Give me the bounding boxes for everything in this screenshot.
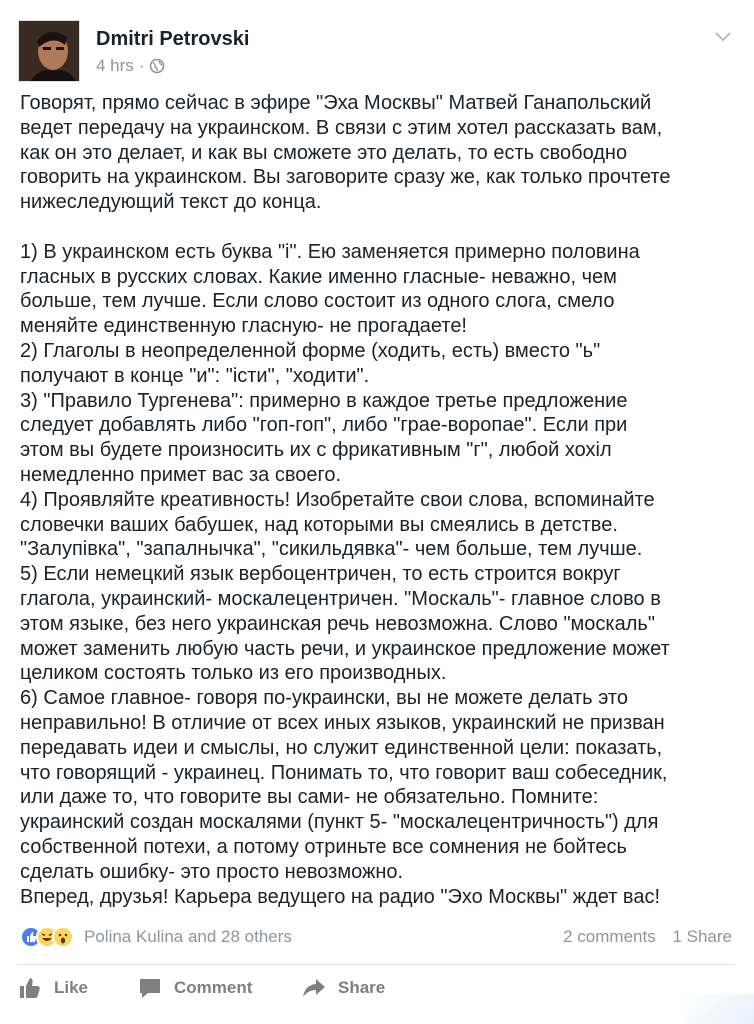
text-line: 6) Самое главное- говоря по-украински, вы не можете делать это: [20, 687, 628, 710]
text-line: ведет передачу на украинском. В связи с этим хотел рассказать вам,: [20, 116, 663, 139]
share-arrow-icon: [302, 976, 326, 1000]
text-line: сделать ошибку- это просто невозможно.: [20, 860, 404, 883]
text-line: меняйте единственную гласную- не прогадаете!: [20, 315, 467, 338]
post-stats: [20, 925, 732, 949]
text-line: Говорят, прямо сейчас в эфире "Эха Москвы" Матвей Ганапольский: [20, 92, 652, 114]
text-line: неправильно! В отличие от всех иных языков, украинский не призван: [20, 711, 665, 734]
divider: [18, 964, 734, 965]
text-line: глагола, украинский- москалецентричен. "Москаль"- главное слово в: [20, 587, 661, 610]
text-line: гласных в русских словах. Какие именно гласные- неважно, чем: [20, 265, 617, 288]
text-line: получают в конце "и": "істи", "ходити".: [20, 364, 370, 387]
text-line: этом вы будете произносить их с фрикативным "г", любой хохіл: [20, 439, 612, 462]
text-line: немедленно примет вас за своего.: [20, 463, 341, 486]
post-text: [20, 91, 736, 909]
text-line: больше, тем лучше. Если слово состоит из одного слога, смело: [20, 290, 615, 313]
post-meta: [96, 56, 165, 76]
meta-separator: ·: [138, 56, 145, 75]
corner-decoration: [684, 994, 754, 1024]
author-name[interactable]: Dmitri Petrovski: [96, 28, 250, 50]
text-line: 2) Глаголы в неопределенной форме (ходить, есть) вместо "ь": [20, 339, 601, 362]
like-button[interactable]: [18, 976, 88, 1000]
text-line: передавать идеи и смыслы, но служит единственной цели: показать,: [20, 736, 663, 759]
text-line: может заменить любую часть речи, и украинское предложение может: [20, 637, 670, 660]
avatar[interactable]: [18, 20, 80, 82]
comments-count-link[interactable]: 2 comments: [563, 927, 656, 946]
text-line: целиком состоять только из его производных.: [20, 662, 447, 685]
thumbs-up-icon: [18, 976, 42, 1000]
text-line: следует добавлять либо "гоп-гоп", либо "грае-воропае". Если при: [20, 414, 628, 437]
share-label: Share: [338, 978, 386, 997]
paragraph-gap: [20, 215, 736, 240]
post-actions: [18, 976, 734, 1006]
avatar-image: [19, 21, 80, 82]
reaction-icons[interactable]: [20, 926, 68, 948]
wow-reaction-icon: [52, 926, 74, 948]
text-line: или даже то, что говорите вы сами- не обязательно. Помните:: [20, 786, 599, 809]
text-line: этом языке, без него украинская речь невозможна. Слово "москаль": [20, 612, 655, 635]
text-line: как он это делает, и как вы сможете это делать, то есть свободно: [20, 141, 628, 164]
text-line: собственной потехи, а потому отриньте все сомнения не бойтесь: [20, 835, 627, 858]
share-button[interactable]: [302, 976, 385, 1000]
comment-button[interactable]: [138, 976, 252, 1000]
text-line: 5) Если немецкий язык вербоцентричен, то есть строится вокруг: [20, 563, 621, 586]
text-line: что говорящий - украинец. Понимать то, что говорит ваш собеседник,: [20, 761, 668, 784]
text-line: украинский создан москалями (пункт 5- "москалецентричность") для: [20, 811, 659, 834]
reacted-by-link[interactable]: Polina Kulina and 28 others: [84, 927, 292, 946]
post-time[interactable]: 4 hrs: [96, 56, 134, 75]
text-line: Вперед, друзья! Карьера ведущего на радио "Эхо Москвы" ждет вас!: [20, 885, 661, 908]
like-label: Like: [54, 978, 89, 997]
text-line: словечки ваших бабушек, над которыми вы смеялись в детстве.: [20, 513, 618, 536]
stats-counts: [551, 927, 732, 947]
shares-count-link[interactable]: 1 Share: [672, 927, 732, 946]
globe-icon: [149, 58, 165, 74]
text-line: "Залупівка", "запалнычка", "сикильдявка"- чем больше, тем лучше.: [20, 538, 643, 561]
post-header: [18, 20, 738, 86]
text-line: 4) Проявляйте креативность! Изобретайте свои слова, вспоминайте: [20, 488, 655, 511]
text-line: говорить на украинском. Вы заговорите сразу же, как только прочтете: [20, 166, 671, 189]
comment-icon: [138, 976, 162, 1000]
text-line: нижеследующий текст до конца.: [20, 191, 322, 214]
chevron-down-icon[interactable]: [714, 30, 732, 44]
text-line: 3) "Правило Тургенева": примерно в каждое третье предложение: [20, 389, 628, 412]
comment-label: Comment: [174, 978, 253, 997]
text-line: 1) В украинском есть буква "і". Ею заменяется примерно половина: [20, 240, 640, 263]
